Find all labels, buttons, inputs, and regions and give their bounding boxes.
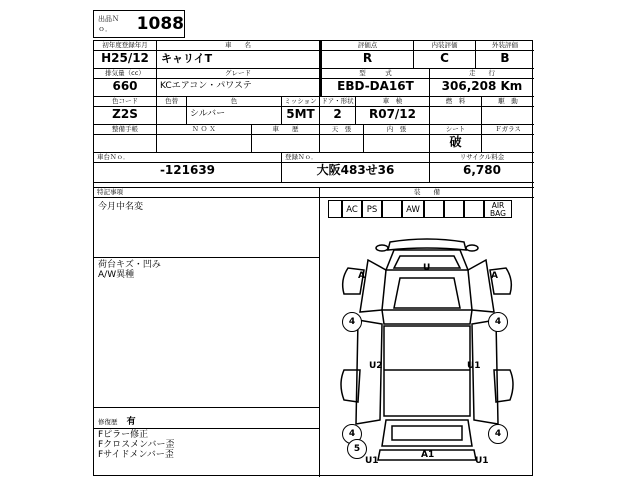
plate-value: 大阪483せ36	[282, 163, 430, 183]
manual-label: 整備手帳	[94, 125, 157, 135]
mark-five: 5	[347, 439, 367, 459]
exterior-value: B	[476, 51, 534, 69]
mark-u1-bottom-right: U1	[475, 456, 489, 466]
equipment-row	[320, 198, 534, 220]
transmission-value: 5MT	[282, 107, 320, 125]
repair-item: Fサイドメンバー歪	[98, 450, 174, 460]
lot-label: 出品Ｎｏ．	[98, 15, 119, 33]
sunroof-label: 天 張	[320, 125, 364, 135]
drive-label: 駆 動	[482, 97, 534, 107]
color-code-value: Z2S	[94, 107, 157, 125]
tire-front-right: 4	[488, 312, 508, 332]
car-name-value: キャリイT	[157, 51, 320, 69]
mark-a-top-right: A	[491, 271, 498, 281]
repair-area	[94, 408, 320, 477]
color-label: 色	[187, 97, 282, 107]
vehicle-diagram	[320, 220, 534, 477]
repair-label: 修復歴	[98, 418, 118, 426]
car-name-label: 車 名	[157, 41, 320, 51]
score-label: 評価点	[320, 41, 414, 51]
chassis-value: -121639	[94, 163, 282, 183]
model-label: 型 式	[320, 69, 430, 79]
notes-label: 特記事項	[94, 188, 320, 198]
notes-line1: 今月中名変	[98, 202, 144, 212]
nox-label: Ｎ Ｏ Ｘ	[157, 125, 252, 135]
lot-number: 1088	[136, 14, 184, 34]
displacement-label: 排気量（cc）	[94, 69, 157, 79]
door-value: 2	[320, 107, 356, 125]
tire-front-left: 4	[342, 312, 362, 332]
equip-ps: PS	[362, 200, 382, 218]
damage-line2: A/W異種	[98, 270, 135, 280]
fuel-value	[430, 107, 482, 125]
mark-u1-mid: U1	[467, 361, 481, 371]
mileage-label: 走 行	[430, 69, 534, 79]
door-label: ドア・形状	[320, 97, 356, 107]
recycle-label: リサイクル料金	[430, 153, 534, 163]
recycle-value: 6,780	[430, 163, 534, 183]
damage-line1: 荷台キズ・凹み	[98, 260, 161, 270]
repair-item: Fクロスメンバー歪	[98, 440, 175, 450]
interior-label: 内装評価	[414, 41, 476, 51]
equipment-label: 装 備	[320, 188, 534, 198]
equip-aw: AW	[402, 200, 424, 218]
notes-area	[94, 198, 320, 258]
inspection-value: R07/12	[356, 107, 430, 125]
tire-rear-left: 4	[342, 424, 362, 444]
damage-notes-area	[94, 258, 320, 408]
exterior-label: 外装評価	[476, 41, 534, 51]
model-value: EBD-DA16T	[320, 79, 430, 97]
displacement-value: 660	[94, 79, 157, 97]
tire-rear-right: 4	[488, 424, 508, 444]
grade-label: グレード	[157, 69, 320, 79]
mark-u1-bottom-left: U1	[365, 456, 379, 466]
mark-u-top: U	[423, 263, 431, 273]
chassis-label: 車台Ｎｏ．	[94, 153, 282, 163]
auction-sheet	[93, 40, 533, 476]
mark-a1: A1	[421, 450, 435, 460]
color-code-label: 色コード	[94, 97, 157, 107]
equip-ac: AC	[342, 200, 362, 218]
plate-label: 登録Ｎｏ．	[282, 153, 430, 163]
glass-label: Ｆガラス	[482, 125, 534, 135]
lot-number-box	[93, 10, 185, 38]
drive-value	[482, 107, 534, 125]
seat-label: シート	[430, 125, 482, 135]
seat-value: 破	[430, 135, 482, 153]
mark-u2: U2	[369, 361, 383, 371]
color-swap-label: 色替	[157, 97, 187, 107]
mileage-value: 306,208 Km	[430, 79, 534, 97]
first-reg-value: H25/12	[94, 51, 157, 69]
repair-value: 有	[126, 417, 136, 427]
interior-value: C	[414, 51, 476, 69]
equip-airbag: AIR BAG	[484, 200, 512, 218]
mark-a-top-left: A	[358, 271, 365, 281]
grade-value: KCエアコン・パワステ	[157, 79, 320, 97]
transmission-label: ミッション	[282, 97, 320, 107]
color-swap-value	[157, 107, 187, 125]
score-value: R	[320, 51, 414, 69]
interior-trim-label: 内 張	[364, 125, 430, 135]
inspection-label: 車 検	[356, 97, 430, 107]
color-value: シルバー	[187, 107, 282, 125]
first-reg-label: 初年度登録年月	[94, 41, 157, 51]
fuel-label: 燃 料	[430, 97, 482, 107]
repair-item: Fピラー修正	[98, 430, 149, 440]
history-label: 車 歴	[252, 125, 320, 135]
